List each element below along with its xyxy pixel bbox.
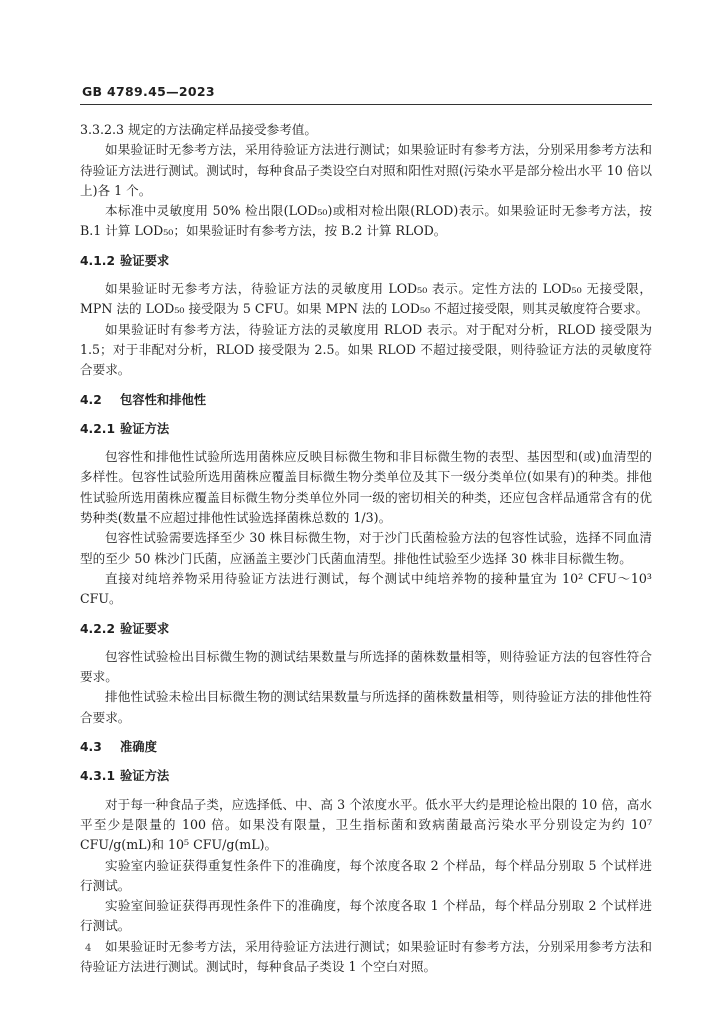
paragraph: 包容性试验检出目标微生物的测试结果数量与所选择的菌株数量相等，则待验证方法的包容性符合要求。: [80, 648, 652, 685]
paragraph: 直接对纯培养物采用待验证方法进行测试，每个测试中纯培养物的接种量宜为 10² CFU～10³ CFU。: [80, 570, 652, 607]
paragraph: 包容性和排他性试验所选用菌株应反映目标微生物和非目标微生物的表型、基因型和(或)血清型的多样性。包容性试验所选用菌株应覆盖目标微生物分类单位及其下一级分类单位(如果有)的种类。排他性试验所选用菌株应覆盖目标微生物分类单位外同一级的密切相关的种类，还应包含样品通常含有的优势种类(数量不应超过排他性试验选择菌株总数的 1/3)。: [80, 449, 652, 526]
paragraph: 实验室间验证获得再现性条件下的准确度，每个浓度各取 1 个样品，每个样品分别取 2 个试样进行测试。: [80, 898, 652, 934]
section-title: 验证要求: [120, 253, 170, 268]
paragraph: 实验室内验证获得重复性条件下的准确度，每个浓度各取 2 个样品，每个样品分别取 5 个试样进行测试。: [80, 857, 652, 893]
standard-code: GB 4789.45—2023: [82, 84, 215, 99]
section-number: 4.1.2: [80, 253, 116, 268]
section-number: 4.2: [80, 392, 102, 407]
paragraph: 排他性试验未检出目标微生物的测试结果数量与所选择的菌株数量相等，则待验证方法的排他性符合要求。: [80, 689, 652, 725]
section-heading: [80, 737, 652, 757]
section-heading: [80, 419, 652, 439]
page-number: 4: [85, 943, 92, 954]
section-number: 4.3.1: [80, 769, 116, 784]
section-number: 4.3: [80, 740, 102, 755]
section-heading: [80, 766, 652, 786]
paragraph: 3.3.2.3 规定的方法确定样品接受参考值。: [80, 122, 317, 137]
section-title: 准确度: [120, 740, 157, 755]
paragraph: 如果验证时无参考方法，采用待验证方法进行测试；如果验证时有参考方法，分别采用参考方法和待验证方法进行测试。测试时，每种食品子类设 1 个空白对照。: [80, 938, 652, 974]
section-title: 验证方法: [120, 421, 170, 436]
section-number: 4.2.2: [80, 621, 116, 636]
section-title: 验证要求: [120, 621, 170, 636]
section-heading: [80, 390, 652, 410]
paragraph: 本标准中灵敏度用 50% 检出限(LOD₅₀)或相对检出限(RLOD)表示。如果验证时无参考方法，按 B.1 计算 LOD₅₀；如果验证时有参考方法，按 B.2 计算 RLOD。: [80, 203, 652, 239]
paragraph: 如果验证时有参考方法，待验证方法的灵敏度用 RLOD 表示。对于配对分析，RLOD 接受限为 1.5；对于非配对分析，RLOD 接受限为 2.5。如果 RLOD 不超过接受限，则待验证方法的灵敏度符合要求。: [80, 321, 652, 378]
paragraph: 如果验证时无参考方法，待验证方法的灵敏度用 LOD₅₀ 表示。定性方法的 LOD₅₀ 无接受限，MPN 法的 LOD₅₀ 接受限为 5 CFU。如果 MPN 法的 LOD₅₀ 不超过接受限，则其灵敏度符合要求。: [80, 281, 652, 317]
section-title: 验证方法: [120, 769, 170, 784]
section-title: 包容性和排他性: [120, 392, 207, 407]
document-body: [80, 120, 652, 977]
paragraph: 如果验证时无参考方法，采用待验证方法进行测试；如果验证时有参考方法，分别采用参考方法和待验证方法进行测试。测试时，每种食品子类设空白对照和阳性对照(污染水平是部分检出水平 10 倍以上)各 1 个。: [80, 142, 652, 198]
section-number: 4.2.1: [80, 421, 116, 436]
paragraph: 对于每一种食品子类，应选择低、中、高 3 个浓度水平。低水平大约是理论检出限的 10 倍，高水平至少是限量的 100 倍。如果没有限量，卫生指标菌和致病菌最高污染水平分别设定为约 10⁷ CFU/g(mL)和 10⁵ CFU/g(mL)。: [80, 796, 652, 853]
header-rule: [80, 104, 652, 105]
section-heading: [80, 251, 652, 271]
paragraph: 包容性试验需要选择至少 30 株目标微生物，对于沙门氏菌检验方法的包容性试验，选择不同血清型的至少 50 株沙门氏菌，应涵盖主要沙门氏菌血清型。排他性试验至少选择 30 株非目标微生物。: [80, 530, 652, 566]
section-heading: [80, 619, 652, 639]
